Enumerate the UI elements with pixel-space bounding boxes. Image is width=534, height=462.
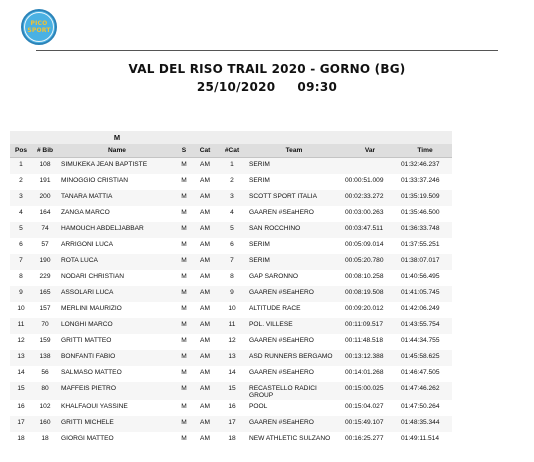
cell-sex: M	[181, 304, 187, 312]
cell-var: 00:00:51.009	[345, 176, 384, 184]
cell-team: ALTITUDE RACE	[249, 304, 301, 312]
cell-pos: 13	[10, 350, 32, 366]
category-header-row	[10, 131, 452, 144]
cell-bib: 200	[32, 190, 58, 206]
cell-bib: 56	[41, 368, 49, 376]
cell-var: 00:16:25.277	[345, 434, 384, 442]
cell-time: 01:47:46.262	[398, 382, 452, 400]
cell-sex: M	[181, 402, 187, 410]
cell-team: SERIM	[249, 176, 270, 184]
cell-var	[342, 158, 398, 174]
cell-cat-rank: 11	[218, 318, 246, 334]
results-body	[10, 158, 452, 448]
cell-name: GRITTI MICHELE	[58, 416, 176, 432]
cell-cat: AM	[192, 416, 218, 432]
cell-name: GRITTI MATTEO	[61, 336, 112, 344]
cell-cat-rank: 9	[218, 286, 246, 302]
cell-bib: 190	[32, 254, 58, 270]
cell-team: GAAREN #SEaHERO	[249, 208, 314, 216]
cell-var: 00:11:09.517	[342, 318, 398, 334]
cell-bib: 18	[41, 434, 49, 442]
cell-bib: 70	[32, 318, 58, 334]
column-header-row	[10, 144, 452, 158]
cell-bib: 138	[32, 350, 58, 366]
table-row	[10, 416, 452, 432]
cell-time: 01:41:05.745	[398, 286, 452, 302]
column-header-time: Time	[398, 144, 452, 158]
cell-pos: 17	[10, 416, 32, 432]
cell-cat-rank: 5	[218, 222, 246, 238]
cell-pos: 9	[10, 286, 32, 302]
cell-team: SAN ROCCHINO	[246, 222, 342, 238]
cell-cat-rank: 7	[218, 254, 246, 270]
cell-cat-rank: 10	[228, 304, 236, 312]
cell-sex: M	[176, 350, 192, 366]
cell-time: 01:44:34.755	[401, 336, 440, 344]
cell-var: 00:03:00.263	[345, 208, 384, 216]
results-table	[10, 131, 452, 448]
cell-cat: AM	[200, 434, 210, 442]
cell-team: GAAREN #SEaHERO	[249, 368, 314, 376]
event-title: VAL DEL RISO TRAIL 2020 - GORNO (BG)	[128, 62, 406, 76]
cell-team: POL. VILLESE	[246, 318, 342, 334]
logo-line-1: PICO	[30, 20, 48, 27]
cell-time: 01:40:56.495	[401, 272, 440, 280]
pico-sport-logo	[21, 9, 57, 45]
cell-pos: 12	[17, 336, 25, 344]
cell-time: 01:35:19.509	[398, 190, 452, 206]
table-row	[10, 174, 452, 190]
cell-bib: 157	[39, 304, 51, 312]
cell-cat: AM	[192, 222, 218, 238]
cell-sex: M	[181, 368, 187, 376]
cell-pos: 6	[19, 240, 23, 248]
cell-var: 00:11:48.518	[345, 336, 384, 344]
cell-var: 00:15:49.107	[342, 416, 398, 432]
cell-sex: M	[176, 190, 192, 206]
cell-time: 01:47:50.264	[401, 402, 440, 410]
cell-pos: 18	[17, 434, 25, 442]
cell-pos: 15	[10, 382, 32, 400]
cell-sex: M	[181, 208, 187, 216]
cell-sex: M	[181, 240, 187, 248]
category-label: M	[58, 131, 176, 144]
cell-var: 00:09:20.012	[345, 304, 384, 312]
cell-pos: 16	[17, 402, 25, 410]
cell-team: GAAREN #SEaHERO	[249, 336, 314, 344]
cell-sex: M	[181, 434, 187, 442]
cell-time: 01:33:37.246	[401, 176, 440, 184]
cell-sex: M	[176, 382, 192, 400]
header-divider	[36, 50, 498, 51]
logo-line-2: SPORT	[27, 27, 51, 34]
cell-name: ASSOLARI LUCA	[58, 286, 176, 302]
cell-team: GAP SARONNO	[249, 272, 298, 280]
cell-bib: 165	[32, 286, 58, 302]
cell-pos: 8	[19, 272, 23, 280]
cell-bib: 191	[39, 176, 51, 184]
cell-bib: 229	[39, 272, 51, 280]
table-row	[10, 400, 452, 416]
cell-var: 00:03:47.511	[342, 222, 398, 238]
cell-team: SERIM	[246, 158, 342, 174]
table-row	[10, 254, 452, 270]
cell-var: 00:02:33.272	[342, 190, 398, 206]
table-row	[10, 222, 452, 238]
cell-pos: 10	[17, 304, 25, 312]
cell-cat-rank: 4	[230, 208, 234, 216]
cell-bib: 80	[32, 382, 58, 400]
cell-var: 00:13:12.388	[342, 350, 398, 366]
cell-sex: M	[181, 176, 187, 184]
cell-var: 00:15:00.025	[342, 382, 398, 400]
cell-cat-rank: 2	[230, 176, 234, 184]
cell-var: 00:05:20.780	[342, 254, 398, 270]
cell-cat: AM	[200, 240, 210, 248]
cell-name: NODARI CHRISTIAN	[61, 272, 125, 280]
column-header-cat: Cat	[192, 144, 218, 158]
cell-pos: 7	[10, 254, 32, 270]
cell-var: 00:08:19.508	[342, 286, 398, 302]
cell-name: HAMOUCH ABDELJABBAR	[58, 222, 176, 238]
cell-team: NEW ATHLETIC SULZANO	[249, 434, 331, 442]
cell-pos: 5	[10, 222, 32, 238]
table-row	[10, 334, 452, 350]
column-header-name: Name	[58, 144, 176, 158]
cell-sex: M	[181, 272, 187, 280]
cell-cat-rank: 6	[230, 240, 234, 248]
table-row	[10, 158, 452, 174]
table-row	[10, 318, 452, 334]
cell-cat: AM	[200, 272, 210, 280]
cell-team: ASD RUNNERS BERGAMO	[246, 350, 342, 366]
cell-name: TANARA MATTIA	[58, 190, 176, 206]
column-header-team: Team	[246, 144, 342, 158]
cell-sex: M	[176, 318, 192, 334]
cell-cat-rank: 8	[230, 272, 234, 280]
cell-time: 01:45:58.625	[398, 350, 452, 366]
event-time: 09:30	[297, 80, 338, 94]
cell-var: 00:15:04.027	[345, 402, 384, 410]
cell-bib: 164	[39, 208, 51, 216]
cell-cat-rank: 3	[218, 190, 246, 206]
column-header-var: Var	[342, 144, 398, 158]
column-header-pos: Pos	[10, 144, 32, 158]
cell-cat: AM	[200, 368, 210, 376]
table-row	[10, 190, 452, 206]
cell-cat: AM	[192, 158, 218, 174]
cell-cat: AM	[192, 318, 218, 334]
cell-cat: AM	[200, 176, 210, 184]
cell-name: MINOGGIO CRISTIAN	[61, 176, 129, 184]
cell-sex: M	[176, 416, 192, 432]
cell-team: GAAREN #SEaHERO	[246, 286, 342, 302]
cell-cat-rank: 14	[228, 368, 236, 376]
cell-team: POOL	[249, 402, 268, 410]
cell-name: LONGHI MARCO	[58, 318, 176, 334]
cell-var: 00:08:10.258	[345, 272, 384, 280]
cell-pos: 14	[17, 368, 25, 376]
cell-name: GIORGI MATTEO	[61, 434, 114, 442]
cell-team: SCOTT SPORT ITALIA	[246, 190, 342, 206]
cell-cat: AM	[200, 402, 210, 410]
cell-time: 01:48:35.344	[398, 416, 452, 432]
cell-pos: 2	[19, 176, 23, 184]
cell-team: SERIM	[249, 240, 270, 248]
cell-sex: M	[176, 254, 192, 270]
cell-name: MAFFEIS PIETRO	[58, 382, 176, 400]
cell-cat: AM	[200, 304, 210, 312]
cell-time: 01:32:46.237	[398, 158, 452, 174]
table-row	[10, 302, 452, 318]
cell-cat: AM	[192, 190, 218, 206]
cell-cat: AM	[192, 350, 218, 366]
table-row	[10, 350, 452, 366]
cell-bib: 160	[32, 416, 58, 432]
table-row	[10, 238, 452, 254]
cell-var: 00:14:01.268	[345, 368, 384, 376]
cell-team: RECASTELLO RADICI GROUP	[246, 382, 342, 400]
cell-bib: 159	[39, 336, 51, 344]
cell-name: BONFANTI FABIO	[58, 350, 176, 366]
cell-pos: 1	[10, 158, 32, 174]
cell-cat-rank: 15	[218, 382, 246, 400]
cell-name: MERLINI MAURIZIO	[61, 304, 122, 312]
cell-name: SIMUKEKA JEAN BAPTISTE	[58, 158, 176, 174]
cell-time: 01:37:55.251	[401, 240, 440, 248]
cell-cat: AM	[192, 382, 218, 400]
cell-team: SERIM	[246, 254, 342, 270]
cell-cat: AM	[192, 286, 218, 302]
table-row	[10, 206, 452, 222]
cell-sex: M	[176, 158, 192, 174]
table-row	[10, 432, 452, 448]
cell-name: SALMASO MATTEO	[61, 368, 122, 376]
cell-bib: 74	[32, 222, 58, 238]
table-row	[10, 270, 452, 286]
cell-cat-rank: 12	[228, 336, 236, 344]
cell-cat: AM	[200, 208, 210, 216]
cell-name: ZANGA MARCO	[61, 208, 110, 216]
column-header-cat-rank: #Cat	[218, 144, 246, 158]
event-date: 25/10/2020	[196, 80, 276, 94]
cell-time: 01:49:11.514	[401, 434, 440, 442]
cell-cat-rank: 18	[228, 434, 236, 442]
cell-sex: M	[181, 336, 187, 344]
cell-time: 01:38:07.017	[398, 254, 452, 270]
cell-name: ROTA LUCA	[58, 254, 176, 270]
cell-var: 00:05:09.014	[345, 240, 384, 248]
cell-time: 01:35:46.500	[401, 208, 440, 216]
logo-text	[24, 12, 54, 42]
cell-cat: AM	[192, 254, 218, 270]
cell-time: 01:42:06.249	[401, 304, 440, 312]
cell-name: KHALFAOUI YASSINE	[61, 402, 128, 410]
event-datetime	[0, 80, 534, 94]
cell-cat: AM	[200, 336, 210, 344]
table-row	[10, 382, 452, 400]
cell-time: 01:43:55.754	[398, 318, 452, 334]
cell-pos: 11	[10, 318, 32, 334]
cell-team: GAAREN #SEaHERO	[246, 416, 342, 432]
column-header-bib: # Bib	[32, 144, 58, 158]
cell-bib: 57	[41, 240, 49, 248]
cell-cat-rank: 1	[218, 158, 246, 174]
cell-time: 01:46:47.505	[401, 368, 440, 376]
cell-bib: 108	[32, 158, 58, 174]
cell-cat-rank: 17	[218, 416, 246, 432]
cell-sex: M	[176, 286, 192, 302]
cell-pos: 4	[19, 208, 23, 216]
cell-pos: 3	[10, 190, 32, 206]
table-row	[10, 286, 452, 302]
cell-cat-rank: 16	[228, 402, 236, 410]
column-header-sex: S	[176, 144, 192, 158]
cell-sex: M	[176, 222, 192, 238]
cell-bib: 102	[39, 402, 51, 410]
cell-time: 01:36:33.748	[398, 222, 452, 238]
cell-name: ARRIGONI LUCA	[61, 240, 114, 248]
cell-cat-rank: 13	[218, 350, 246, 366]
table-row	[10, 366, 452, 382]
